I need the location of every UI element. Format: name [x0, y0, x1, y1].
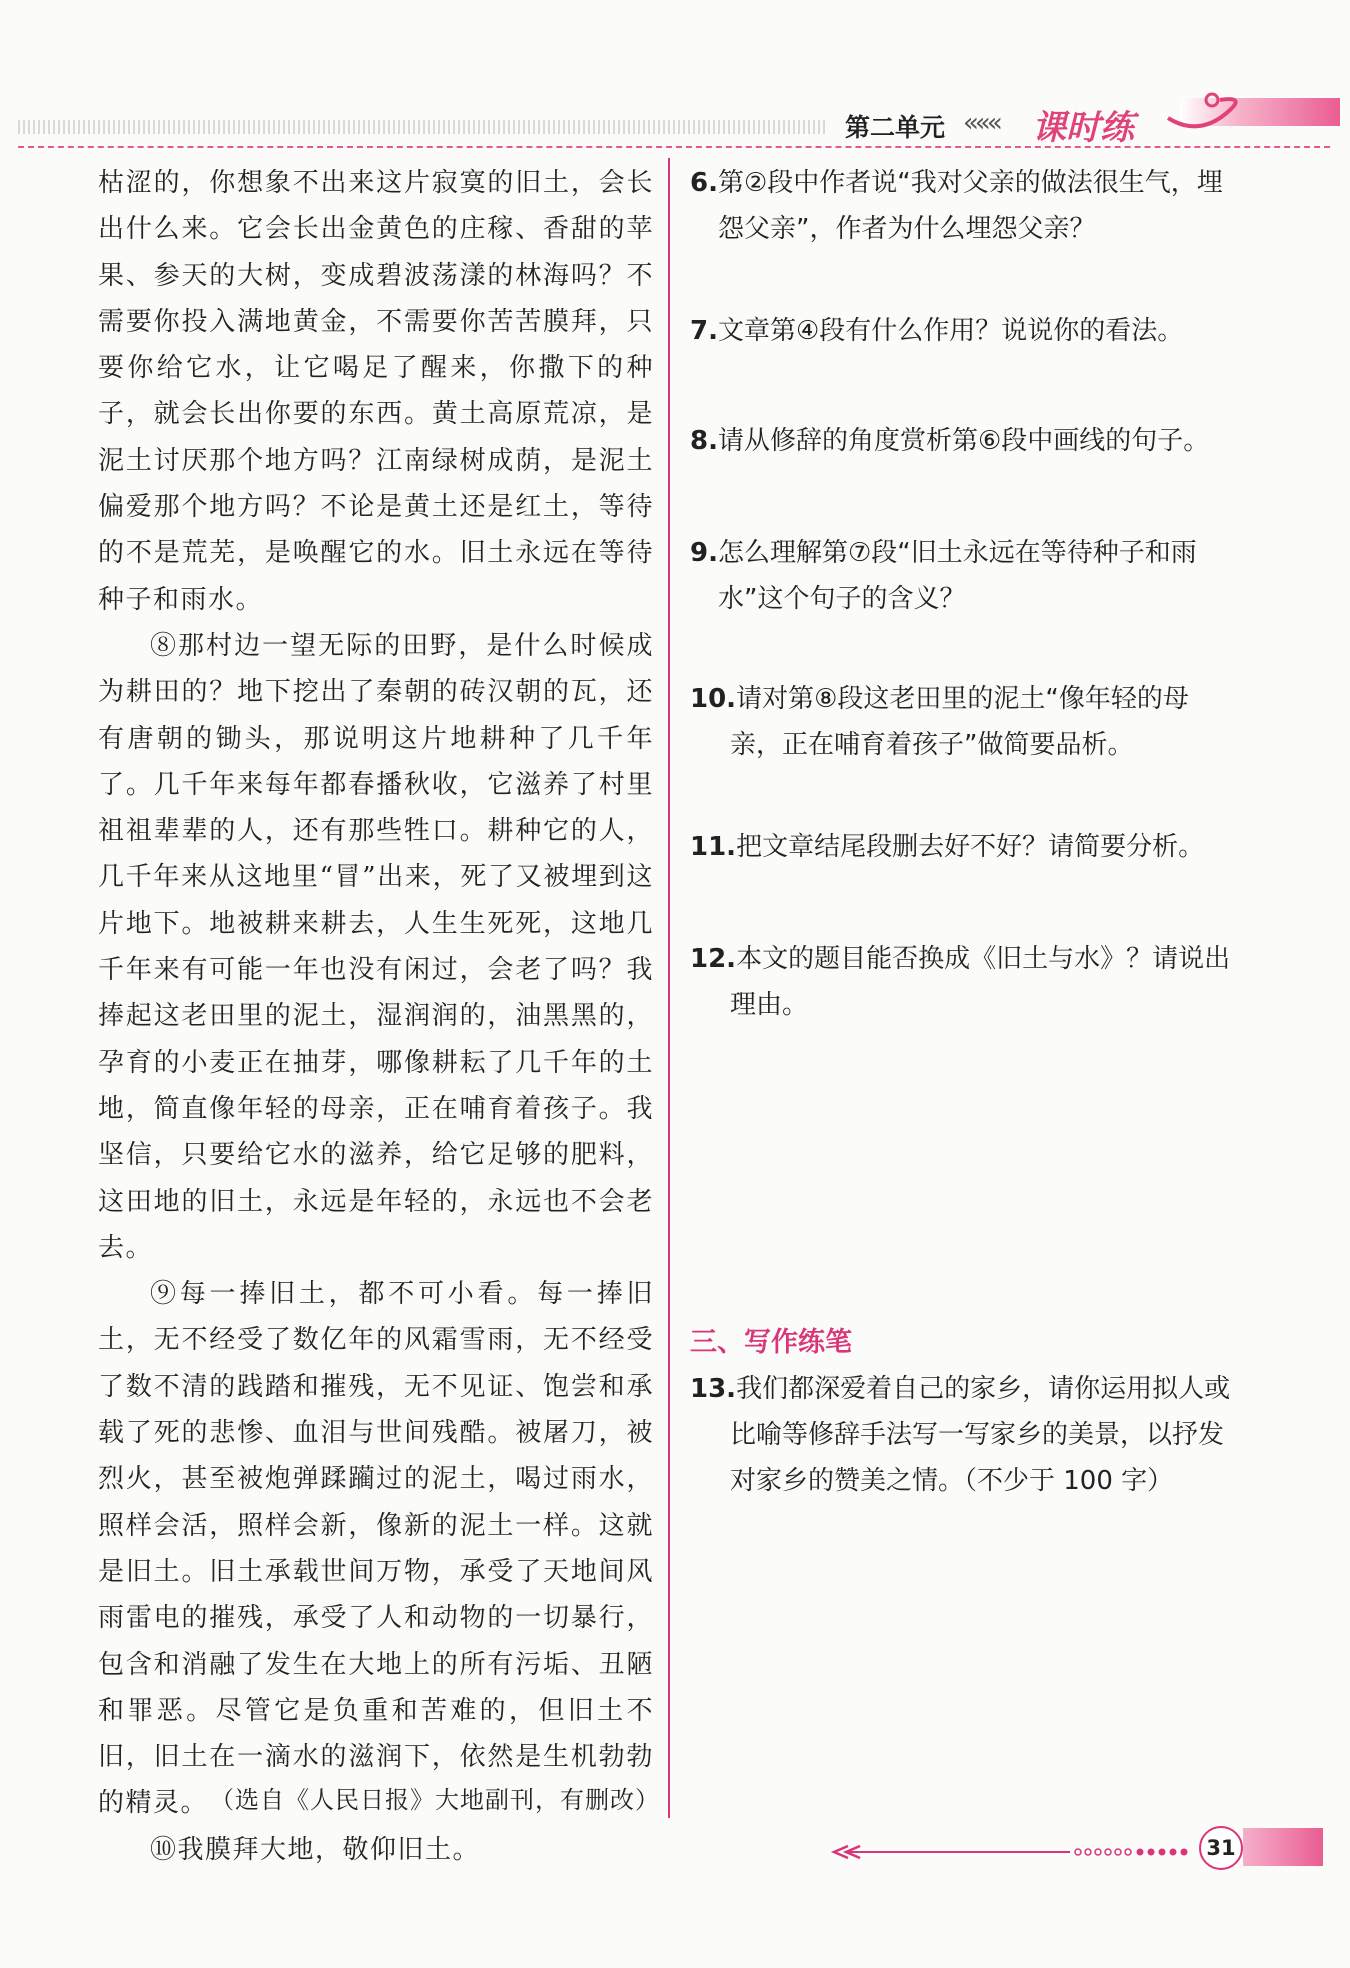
question-9 — [690, 530, 1250, 622]
question-text-cont: 对家乡的赞美之情。（不少于 100 字） — [730, 1466, 1174, 1496]
question-number: 11. — [690, 832, 737, 862]
header-divider — [18, 146, 1330, 148]
question-number: 9. — [690, 538, 718, 568]
question-text: 怎么理解第⑦段“旧土永远在等待种子和雨 — [717, 538, 1197, 568]
brand-logo: 课时练 — [1032, 108, 1134, 148]
reading-passage — [98, 160, 654, 1873]
question-text-cont: 怨父亲”，作者为什么埋怨父亲？ — [718, 214, 1096, 244]
passage-paragraph-10: ⑩我膜拜大地，敬仰旧土。 — [150, 1834, 481, 1865]
unit-label: 第二单元 — [845, 113, 946, 142]
question-text: 请对第⑧段这老田里的泥土“像年轻的母 — [736, 684, 1189, 714]
question-text: 本文的题目能否换成《旧土与水》？请说出 — [736, 944, 1231, 974]
question-text: 我们都深爱着自己的家乡，请你运用拟人或 — [736, 1374, 1231, 1404]
question-text-cont: 理由。 — [730, 990, 809, 1020]
question-number: 7. — [690, 316, 718, 346]
question-number: 10. — [690, 684, 737, 714]
question-11 — [690, 824, 1250, 870]
question-number: 6. — [690, 168, 718, 198]
arrow-left-icon — [830, 1820, 1200, 1880]
question-text: 请从修辞的角度赏析第⑥段中画线的句子。 — [717, 426, 1210, 456]
column-divider — [668, 158, 670, 1818]
double-chevron-left-icon: ««« — [963, 108, 999, 138]
question-text-cont: 亲，正在哺育着孩子”做简要品析。 — [730, 730, 1134, 760]
brand-swoosh-icon — [1160, 88, 1340, 148]
question-number: 13. — [690, 1374, 737, 1404]
question-text: 文章第④段有什么作用？说说你的看法。 — [717, 316, 1184, 346]
page-tab-decoration — [1243, 1828, 1323, 1866]
question-number: 8. — [690, 426, 718, 456]
question-8 — [690, 418, 1250, 464]
passage-paragraph-continued: 枯涩的，你想象不出来这片寂寞的旧土，会长出什么来。它会长出金黄色的庄稼、香甜的苹果、参天的大树，变成碧波荡漾的林海吗？不需要你投入满地黄金，不需要你苦苦膜拜，只要你给它水，让它喝足了醒来，你撒下的种子，就会长出你要的东西。黄土高原荒凉，是泥土讨厌那个地方吗？江南绿树成荫，是泥土偏爱那个地方吗？不论是黄土还是红土，等待的不是荒芜，是唤醒它的水。旧土永远在等待种子和雨水。 — [98, 168, 654, 615]
passage-paragraph-8: ⑧那村边一望无际的田野，是什么时候成为耕田的？地下挖出了秦朝的砖汉朝的瓦，还有唐朝的锄头，那说明这片地耕种了几千年了。几千年来每年都春播秋收，它滋养了村里祖祖辈辈的人，还有那些牲口。耕种它的人，几千年来从这地里“冒”出来，死了又被埋到这片地下。地被耕来耕去，人生生死死，这地几千年来有可能一年也没有闲过，会老了吗？我捧起这老田里的泥土，湿润润的，油黑黑的，孕育的小麦正在抽芽，哪像耕耘了几千年的土地，简直像年轻的母亲，正在哺育着孩子。我坚信，只要给它水的滋养，给它足够的肥料，这田地的旧土，永远是年轻的，永远也不会老去。 — [98, 630, 654, 1263]
question-13 — [690, 1366, 1250, 1504]
question-text-cont: 水”这个句子的含义？ — [718, 584, 966, 614]
question-10 — [690, 676, 1250, 768]
passage-source: （选自《人民日报》大地副刊，有删改） — [210, 1786, 660, 1814]
section-heading-writing: 三、写作练笔 — [690, 1327, 852, 1358]
question-12 — [690, 936, 1250, 1028]
question-text-cont: 比喻等修辞手法写一写家乡的美景，以抒发 — [730, 1420, 1225, 1450]
question-text: 把文章结尾段删去好不好？请简要分析。 — [736, 832, 1205, 862]
page-header — [0, 0, 1350, 160]
page-number: 31 — [1199, 1826, 1243, 1870]
question-6 — [690, 160, 1250, 252]
header-pattern-band — [18, 120, 828, 134]
question-text: 第②段中作者说“我对父亲的做法很生气，埋 — [717, 168, 1223, 198]
page-footer — [0, 1820, 1350, 1900]
passage-paragraph-9: ⑨每一捧旧土，都不可小看。每一捧旧土，无不经受了数亿年的风霜雪雨，无不经受了数不清的践踏和摧残，无不见证、饱尝和承载了死的悲惨、血泪与世间残酷。被屠刀，被烈火，甚至被炮弹蹂躏过的泥土，喝过雨水，照样会活，照样会新，像新的泥土一样。这就是旧土。旧土承载世间万物，承受了天地间风雨雷电的摧残，承受了人和动物的一切暴行，包含和消融了发生在大地上的所有污垢、丑陋和罪恶。尽管它是负重和苦难的，但旧土不旧，旧土在一滴水的滋润下，依然是生机勃勃的精灵。 — [98, 1279, 654, 1819]
question-number: 12. — [690, 944, 737, 974]
question-7 — [690, 308, 1250, 354]
